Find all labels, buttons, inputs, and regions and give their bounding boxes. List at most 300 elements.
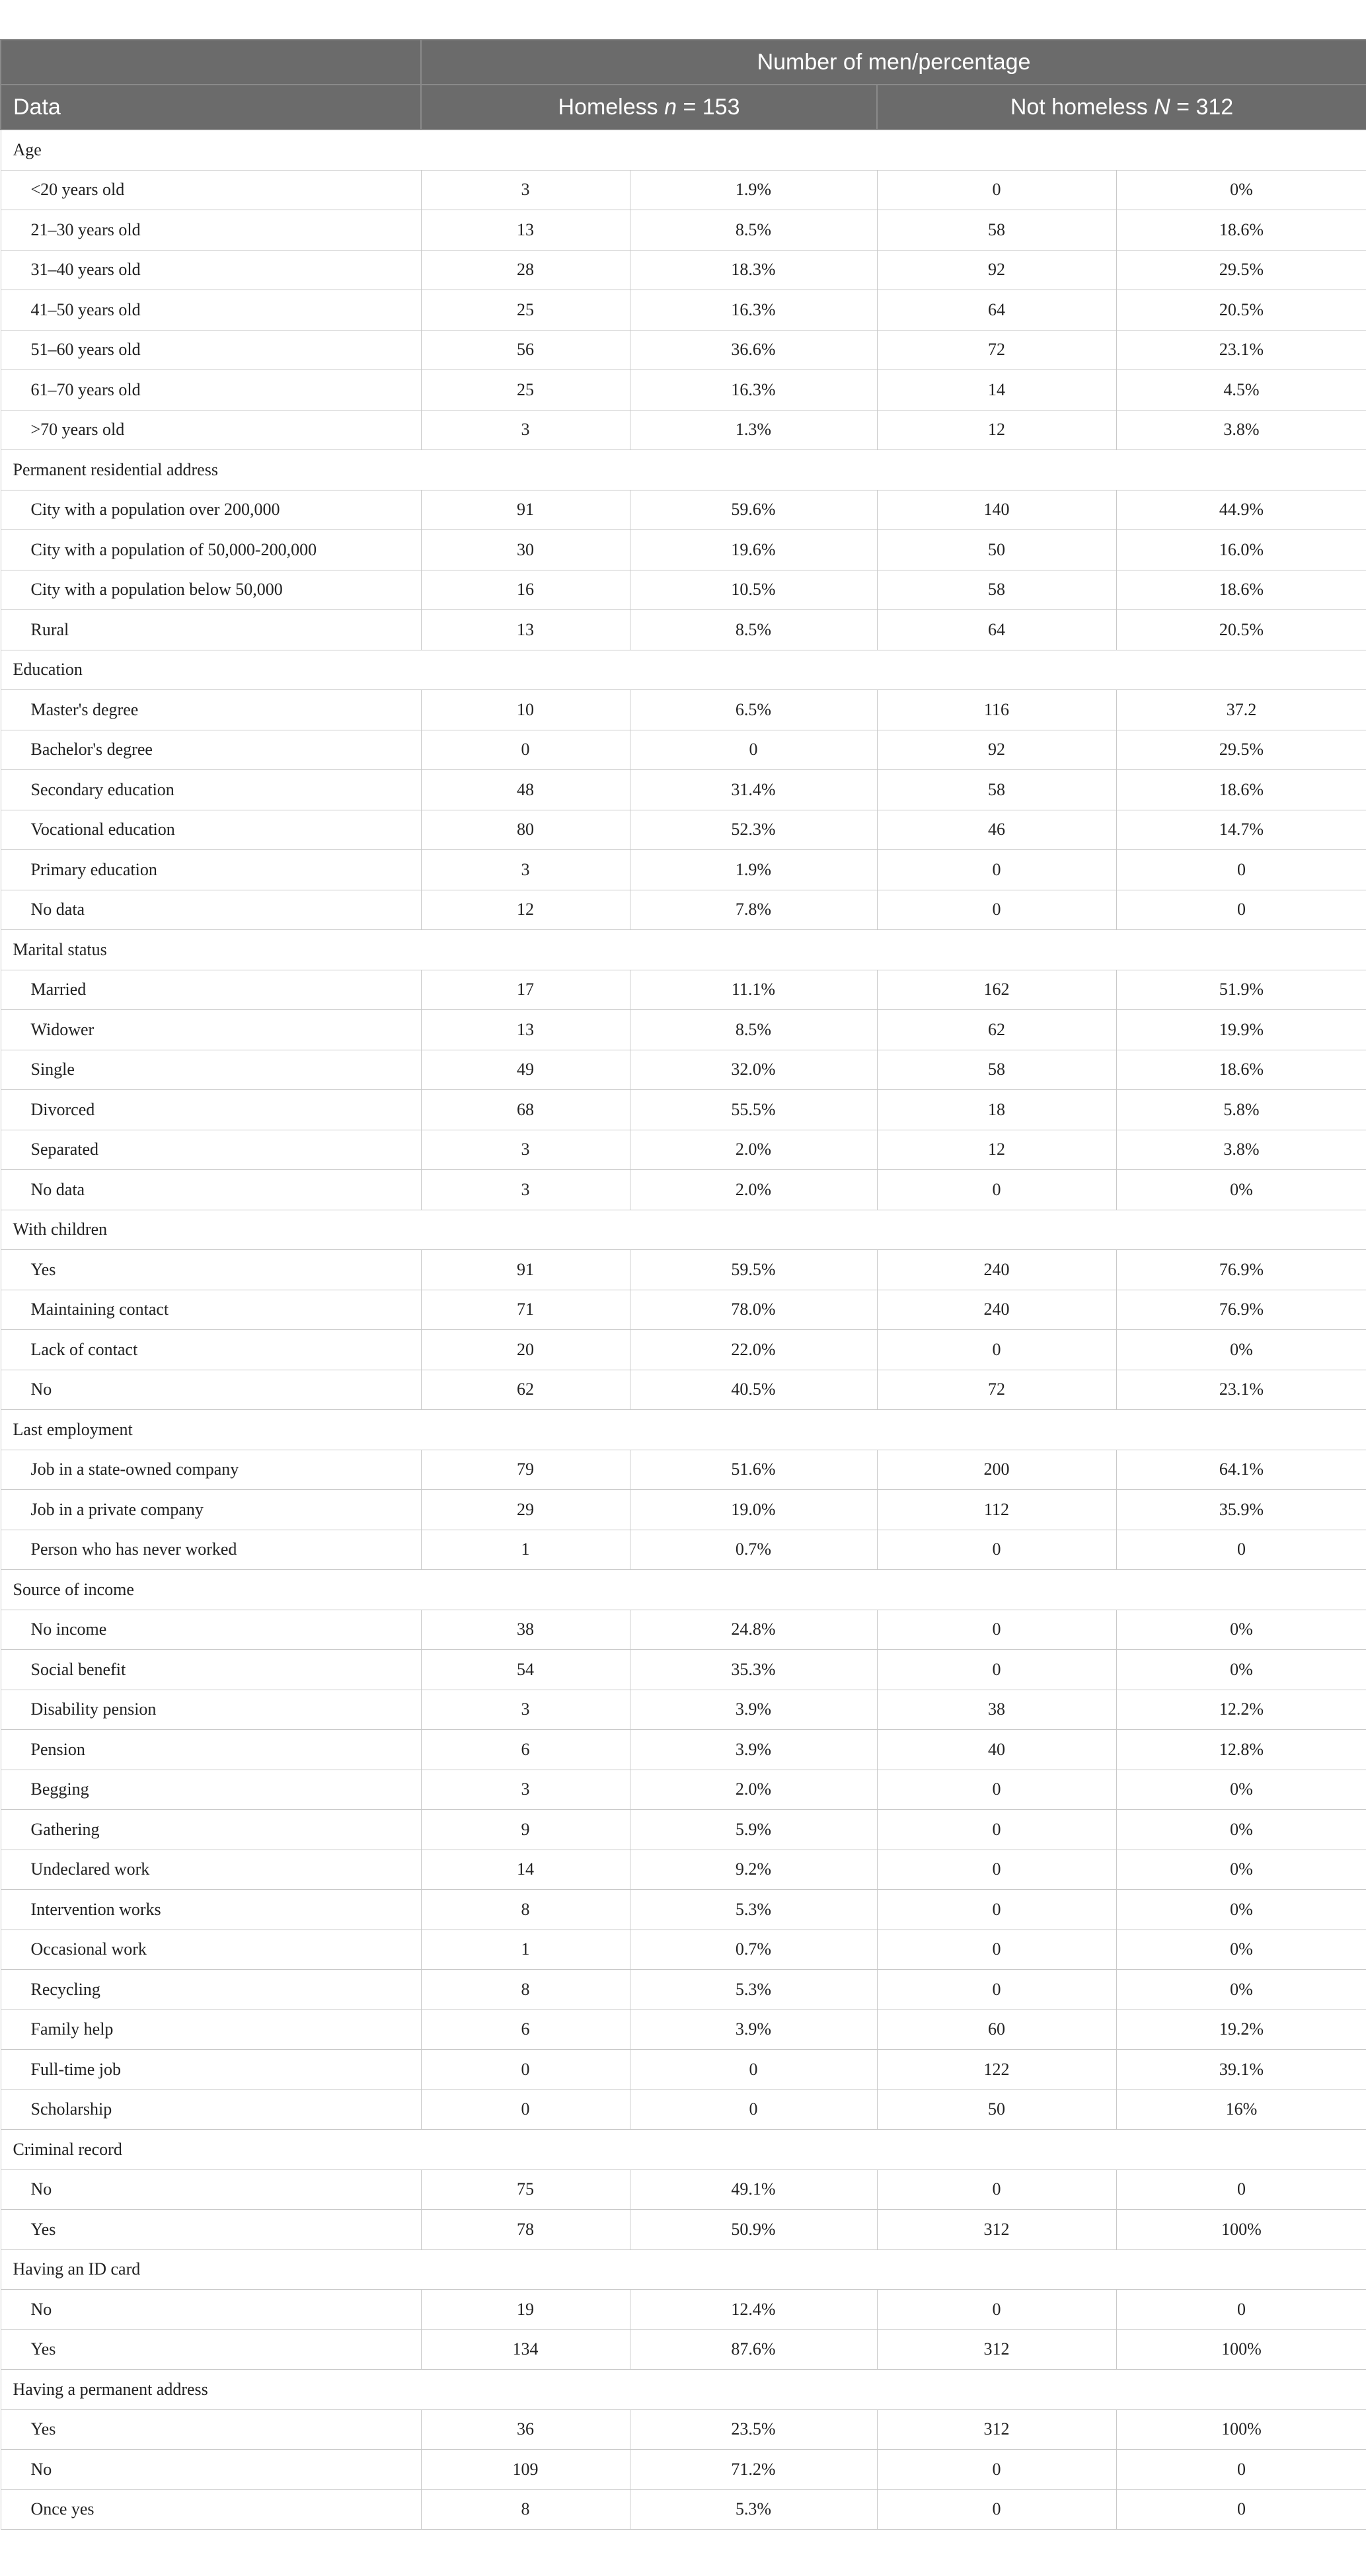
section-title: Source of income [1,1570,1366,1610]
homeless-count: 48 [421,770,630,810]
table-row [1,1530,1366,1570]
table-row [1,2489,1366,2530]
homeless-percent: 1.3% [630,410,877,450]
table-row [1,2450,1366,2490]
not-homeless-count: 64 [877,290,1116,331]
homeless-percent: 36.6% [630,330,877,370]
homeless-count: 17 [421,970,630,1010]
homeless-count: 80 [421,810,630,850]
homeless-count: 25 [421,370,630,410]
not-homeless-count: 0 [877,1930,1116,1970]
not-homeless-percent: 18.6% [1116,1050,1366,1090]
homeless-count: 79 [421,1450,630,1490]
homeless-count: 25 [421,290,630,331]
not-homeless-percent: 0% [1116,1610,1366,1650]
homeless-percent: 78.0% [630,1290,877,1330]
table-row [1,1690,1366,1730]
not-homeless-count: 0 [877,2290,1116,2330]
section-title: Criminal record [1,2130,1366,2170]
row-label: Bachelor's degree [1,730,421,770]
header-not-homeless [877,85,1366,130]
row-label: No data [1,1170,421,1210]
table-row [1,330,1366,370]
table-row [1,970,1366,1010]
not-homeless-count: 60 [877,2010,1116,2050]
not-homeless-count: 64 [877,610,1116,650]
row-label: Secondary education [1,770,421,810]
table-row [1,2210,1366,2250]
homeless-count: 56 [421,330,630,370]
not-homeless-count: 116 [877,690,1116,730]
homeless-count: 62 [421,1370,630,1410]
not-homeless-percent: 23.1% [1116,1370,1366,1410]
not-homeless-count: 18 [877,1090,1116,1130]
homeless-percent: 31.4% [630,770,877,810]
row-label: 51–60 years old [1,330,421,370]
not-homeless-percent: 19.9% [1116,1010,1366,1050]
homeless-percent: 2.0% [630,1770,877,1810]
not-homeless-count: 0 [877,1530,1116,1570]
not-homeless-count: 0 [877,850,1116,890]
row-label: No [1,2450,421,2490]
table-row [1,1290,1366,1330]
not-homeless-count: 50 [877,2089,1116,2130]
not-homeless-count: 72 [877,330,1116,370]
row-label: Single [1,1050,421,1090]
section-row [1,450,1366,490]
homeless-count: 12 [421,890,630,930]
not-homeless-count: 58 [877,1050,1116,1090]
table-row [1,530,1366,570]
not-homeless-percent: 0% [1116,1810,1366,1850]
row-label: 61–70 years old [1,370,421,410]
section-row [1,650,1366,690]
homeless-count: 14 [421,1850,630,1890]
table-row [1,2169,1366,2210]
homeless-percent: 51.6% [630,1450,877,1490]
table-row [1,410,1366,450]
not-homeless-count: 0 [877,1970,1116,2010]
section-title: Education [1,650,1366,690]
homeless-count: 1 [421,1930,630,1970]
not-homeless-percent: 18.6% [1116,770,1366,810]
homeless-count: 38 [421,1610,630,1650]
homeless-percent: 24.8% [630,1610,877,1650]
row-label: City with a population over 200,000 [1,490,421,530]
homeless-percent: 16.3% [630,370,877,410]
homeless-count: 91 [421,1250,630,1290]
row-label: Divorced [1,1090,421,1130]
not-homeless-count: 312 [877,2409,1116,2450]
section-title: Marital status [1,930,1366,970]
not-homeless-count: 0 [877,1610,1116,1650]
row-label: Job in a state-owned company [1,1450,421,1490]
table-row [1,210,1366,251]
homeless-count: 3 [421,1690,630,1730]
not-homeless-percent: 0 [1116,2169,1366,2210]
homeless-percent: 11.1% [630,970,877,1010]
table-row [1,1930,1366,1970]
table-header [1,40,1366,130]
section-row [1,1570,1366,1610]
section-title: With children [1,1210,1366,1250]
homeless-count: 30 [421,530,630,570]
row-label: No [1,2169,421,2210]
row-label: Occasional work [1,1930,421,1970]
table-row [1,1370,1366,1410]
not-homeless-percent: 3.8% [1116,1130,1366,1170]
table-row [1,2329,1366,2370]
not-homeless-percent: 51.9% [1116,970,1366,1010]
not-homeless-percent: 14.7% [1116,810,1366,850]
not-homeless-count: 0 [877,2450,1116,2490]
table-row [1,1130,1366,1170]
homeless-percent: 7.8% [630,890,877,930]
homeless-percent: 1.9% [630,170,877,210]
homeless-percent: 5.9% [630,1810,877,1850]
not-homeless-percent: 0% [1116,1650,1366,1690]
not-homeless-count: 46 [877,810,1116,850]
homeless-count: 8 [421,1890,630,1930]
row-label: Vocational education [1,810,421,850]
section-row [1,2370,1366,2410]
not-homeless-count: 40 [877,1730,1116,1770]
header-homeless-value: = 153 [677,94,740,120]
homeless-count: 91 [421,490,630,530]
not-homeless-percent: 100% [1116,2210,1366,2250]
not-homeless-percent: 0% [1116,1930,1366,1970]
not-homeless-percent: 39.1% [1116,2050,1366,2090]
not-homeless-percent: 0 [1116,1530,1366,1570]
row-label: Yes [1,2409,421,2450]
not-homeless-percent: 0 [1116,2290,1366,2330]
not-homeless-percent: 0 [1116,2450,1366,2490]
homeless-count: 75 [421,2169,630,2210]
not-homeless-percent: 76.9% [1116,1250,1366,1290]
homeless-percent: 10.5% [630,570,877,610]
not-homeless-count: 200 [877,1450,1116,1490]
row-label: Once yes [1,2489,421,2530]
data-table [0,39,1366,2530]
homeless-count: 8 [421,1970,630,2010]
row-label: Undeclared work [1,1850,421,1890]
not-homeless-count: 58 [877,770,1116,810]
homeless-count: 0 [421,2089,630,2130]
not-homeless-count: 0 [877,1650,1116,1690]
homeless-percent: 3.9% [630,1730,877,1770]
not-homeless-count: 62 [877,1010,1116,1050]
not-homeless-percent: 20.5% [1116,290,1366,331]
homeless-count: 78 [421,2210,630,2250]
not-homeless-count: 0 [877,1850,1116,1890]
not-homeless-count: 0 [877,1890,1116,1930]
homeless-count: 3 [421,1770,630,1810]
homeless-percent: 16.3% [630,290,877,331]
homeless-percent: 3.9% [630,1690,877,1730]
row-label: Social benefit [1,1650,421,1690]
not-homeless-count: 162 [877,970,1116,1010]
not-homeless-count: 14 [877,370,1116,410]
homeless-percent: 8.5% [630,210,877,251]
header-homeless-label: Homeless [558,94,665,120]
homeless-percent: 2.0% [630,1130,877,1170]
homeless-count: 8 [421,2489,630,2530]
row-label: Master's degree [1,690,421,730]
not-homeless-count: 0 [877,2169,1116,2210]
row-label: City with a population of 50,000-200,000 [1,530,421,570]
header-not-homeless-label: Not homeless [1010,94,1155,120]
table-row [1,2409,1366,2450]
homeless-count: 6 [421,1730,630,1770]
homeless-count: 0 [421,730,630,770]
homeless-count: 49 [421,1050,630,1090]
not-homeless-count: 38 [877,1690,1116,1730]
homeless-percent: 87.6% [630,2329,877,2370]
table-row [1,610,1366,650]
table-row [1,2010,1366,2050]
not-homeless-percent: 16.0% [1116,530,1366,570]
row-label: 41–50 years old [1,290,421,331]
row-label: Person who has never worked [1,1530,421,1570]
row-label: Maintaining contact [1,1290,421,1330]
table-row [1,1770,1366,1810]
not-homeless-count: 58 [877,210,1116,251]
homeless-count: 1 [421,1530,630,1570]
homeless-count: 13 [421,210,630,251]
not-homeless-count: 240 [877,1290,1116,1330]
homeless-percent: 71.2% [630,2450,877,2490]
section-title: Having a permanent address [1,2370,1366,2410]
homeless-percent: 19.0% [630,1490,877,1530]
homeless-percent: 8.5% [630,610,877,650]
not-homeless-percent: 20.5% [1116,610,1366,650]
header-empty-cell [1,40,421,85]
homeless-percent: 9.2% [630,1850,877,1890]
homeless-percent: 8.5% [630,1010,877,1050]
not-homeless-percent: 16% [1116,2089,1366,2130]
homeless-percent: 0.7% [630,1530,877,1570]
not-homeless-percent: 0 [1116,2489,1366,2530]
section-title: Age [1,130,1366,170]
row-label: Yes [1,1250,421,1290]
not-homeless-count: 0 [877,170,1116,210]
homeless-count: 3 [421,1130,630,1170]
homeless-percent: 59.5% [630,1250,877,1290]
homeless-count: 13 [421,610,630,650]
table-row [1,890,1366,930]
row-label: No [1,1370,421,1410]
row-label: Recycling [1,1970,421,2010]
not-homeless-percent: 0 [1116,850,1366,890]
row-label: >70 years old [1,410,421,450]
table-row [1,2290,1366,2330]
homeless-count: 54 [421,1650,630,1690]
not-homeless-percent: 35.9% [1116,1490,1366,1530]
not-homeless-percent: 19.2% [1116,2010,1366,2050]
row-label: Yes [1,2329,421,2370]
header-row-bottom [1,85,1366,130]
header-not-homeless-var: N [1154,94,1170,120]
homeless-percent: 0.7% [630,1930,877,1970]
homeless-count: 3 [421,170,630,210]
table-row [1,810,1366,850]
table-row [1,570,1366,610]
row-label: Scholarship [1,2089,421,2130]
not-homeless-percent: 23.1% [1116,330,1366,370]
not-homeless-count: 0 [877,1170,1116,1210]
not-homeless-percent: 0% [1116,1170,1366,1210]
homeless-count: 71 [421,1290,630,1330]
section-row [1,2130,1366,2170]
homeless-percent: 50.9% [630,2210,877,2250]
header-not-homeless-value: = 312 [1170,94,1234,120]
row-label: 31–40 years old [1,250,421,290]
not-homeless-percent: 12.8% [1116,1730,1366,1770]
homeless-percent: 49.1% [630,2169,877,2210]
homeless-percent: 0 [630,730,877,770]
not-homeless-count: 0 [877,1330,1116,1370]
homeless-percent: 5.3% [630,1970,877,2010]
homeless-count: 16 [421,570,630,610]
homeless-percent: 32.0% [630,1050,877,1090]
row-label: Intervention works [1,1890,421,1930]
table-row [1,250,1366,290]
row-label: 21–30 years old [1,210,421,251]
table-row [1,770,1366,810]
table-row [1,690,1366,730]
table-row [1,1450,1366,1490]
not-homeless-percent: 0% [1116,1330,1366,1370]
homeless-percent: 18.3% [630,250,877,290]
table-row [1,2089,1366,2130]
row-label: Rural [1,610,421,650]
table-row [1,1330,1366,1370]
not-homeless-count: 122 [877,2050,1116,2090]
not-homeless-percent: 64.1% [1116,1450,1366,1490]
not-homeless-count: 0 [877,1810,1116,1850]
not-homeless-percent: 76.9% [1116,1290,1366,1330]
homeless-percent: 40.5% [630,1370,877,1410]
header-data: Data [1,85,421,130]
not-homeless-count: 0 [877,1770,1116,1810]
homeless-percent: 3.9% [630,2010,877,2050]
homeless-count: 3 [421,1170,630,1210]
homeless-count: 10 [421,690,630,730]
section-title: Last employment [1,1410,1366,1450]
row-label: Disability pension [1,1690,421,1730]
header-super: Number of men/percentage [421,40,1366,85]
homeless-count: 13 [421,1010,630,1050]
homeless-count: 20 [421,1330,630,1370]
not-homeless-percent: 100% [1116,2329,1366,2370]
not-homeless-percent: 18.6% [1116,570,1366,610]
not-homeless-percent: 12.2% [1116,1690,1366,1730]
not-homeless-count: 58 [877,570,1116,610]
row-label: Separated [1,1130,421,1170]
table-body [1,130,1366,2530]
row-label: Job in a private company [1,1490,421,1530]
not-homeless-count: 12 [877,410,1116,450]
not-homeless-percent: 3.8% [1116,410,1366,450]
not-homeless-percent: 0% [1116,1770,1366,1810]
not-homeless-percent: 5.8% [1116,1090,1366,1130]
not-homeless-percent: 100% [1116,2409,1366,2450]
homeless-count: 109 [421,2450,630,2490]
table-row [1,1090,1366,1130]
section-row [1,930,1366,970]
not-homeless-percent: 29.5% [1116,250,1366,290]
not-homeless-percent: 0% [1116,170,1366,210]
homeless-count: 3 [421,850,630,890]
table-row [1,850,1366,890]
homeless-percent: 59.6% [630,490,877,530]
row-label: No [1,2290,421,2330]
table-row [1,490,1366,530]
section-row [1,1210,1366,1250]
table-row [1,1650,1366,1690]
homeless-percent: 0 [630,2089,877,2130]
row-label: Pension [1,1730,421,1770]
homeless-count: 6 [421,2010,630,2050]
homeless-percent: 5.3% [630,1890,877,1930]
not-homeless-count: 240 [877,1250,1116,1290]
row-label: Full-time job [1,2050,421,2090]
not-homeless-percent: 37.2 [1116,690,1366,730]
not-homeless-percent: 18.6% [1116,210,1366,251]
not-homeless-count: 312 [877,2210,1116,2250]
homeless-count: 9 [421,1810,630,1850]
homeless-percent: 35.3% [630,1650,877,1690]
not-homeless-count: 92 [877,730,1116,770]
row-label: <20 years old [1,170,421,210]
not-homeless-count: 50 [877,530,1116,570]
not-homeless-count: 112 [877,1490,1116,1530]
table-row [1,2050,1366,2090]
not-homeless-percent: 0% [1116,1890,1366,1930]
table-row [1,1850,1366,1890]
section-row [1,130,1366,170]
section-title: Having an ID card [1,2249,1366,2290]
homeless-count: 68 [421,1090,630,1130]
homeless-percent: 5.3% [630,2489,877,2530]
row-label: No data [1,890,421,930]
row-label: City with a population below 50,000 [1,570,421,610]
header-homeless-var: n [664,94,677,120]
header-homeless [421,85,877,130]
table-row [1,1010,1366,1050]
not-homeless-count: 12 [877,1130,1116,1170]
homeless-percent: 12.4% [630,2290,877,2330]
row-label: Widower [1,1010,421,1050]
row-label: Primary education [1,850,421,890]
homeless-count: 29 [421,1490,630,1530]
table-row [1,730,1366,770]
table-row [1,1050,1366,1090]
homeless-count: 3 [421,410,630,450]
not-homeless-count: 312 [877,2329,1116,2370]
homeless-percent: 19.6% [630,530,877,570]
table-row [1,1730,1366,1770]
table-row [1,1490,1366,1530]
not-homeless-percent: 29.5% [1116,730,1366,770]
not-homeless-count: 0 [877,2489,1116,2530]
homeless-percent: 0 [630,2050,877,2090]
row-label: Yes [1,2210,421,2250]
homeless-percent: 55.5% [630,1090,877,1130]
homeless-count: 134 [421,2329,630,2370]
not-homeless-percent: 0% [1116,1850,1366,1890]
homeless-percent: 6.5% [630,690,877,730]
